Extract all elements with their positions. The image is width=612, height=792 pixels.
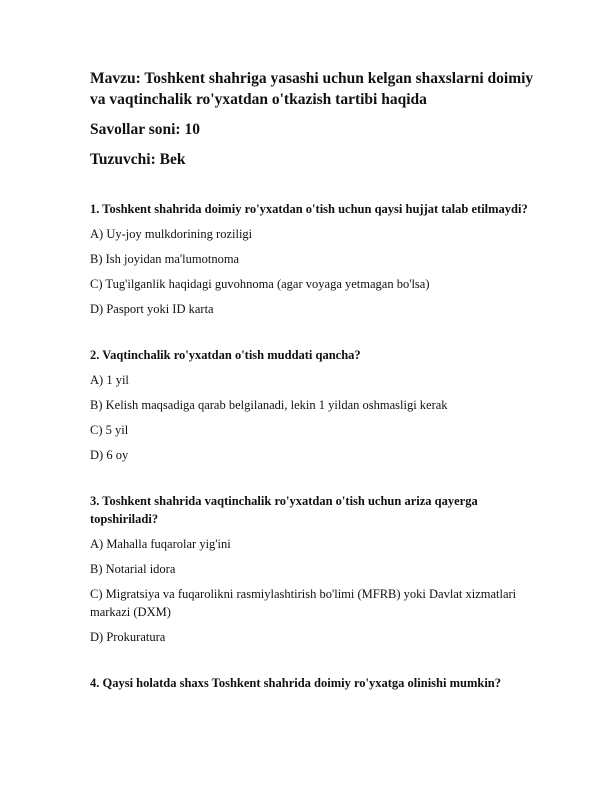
answer-option: D) Pasport yoki ID karta [90, 302, 214, 316]
question-item [90, 346, 540, 464]
answer-option: B) Kelish maqsadiga qarab belgilanadi, lekin 1 yildan oshmasligi kerak [90, 398, 448, 412]
answer-option: A) Uy-joy mulkdorining roziligi [90, 227, 253, 241]
question-list [90, 200, 540, 692]
answer-option: A) Mahalla fuqarolar yig'ini [90, 537, 231, 551]
question-title: 4. Qaysi holatda shaxs Toshkent shahrida doimiy ro'yxatga olinishi mumkin? [90, 676, 501, 690]
topic-heading: Mavzu: Toshkent shahriga yasashi uchun kelgan shaxslarni doimiy va vaqtinchalik ro'yxatdan o'tkazish tartibi haqida [90, 70, 534, 108]
answer-option: B) Notarial idora [90, 562, 176, 576]
answer-option: C) Migratsiya va fuqarolikni rasmiylashtirish bo'limi (MFRB) yoki Davlat xizmatlari markazi (DXM) [90, 587, 517, 619]
answer-option: C) 5 yil [90, 423, 129, 437]
answer-option: C) Tug'ilganlik haqidagi guvohnoma (agar voyaga yetmagan bo'lsa) [90, 277, 430, 291]
answer-option: D) 6 oy [90, 448, 129, 462]
answer-option: A) 1 yil [90, 373, 129, 387]
document-page [90, 68, 540, 699]
author-line: Tuzuvchi: Bek [90, 151, 186, 168]
question-item [90, 674, 540, 692]
answer-option: D) Prokuratura [90, 630, 166, 644]
answer-option: B) Ish joyidan ma'lumotnoma [90, 252, 240, 266]
question-count: Savollar soni: 10 [90, 121, 200, 138]
question-title: 3. Toshkent shahrida vaqtinchalik ro'yxatdan o'tish uchun ariza qayerga topshiriladi? [90, 494, 478, 526]
question-title: 2. Vaqtinchalik ro'yxatdan o'tish muddati qancha? [90, 348, 361, 362]
question-item [90, 492, 540, 646]
question-item [90, 200, 540, 318]
question-title: 1. Toshkent shahrida doimiy ro'yxatdan o'tish uchun qaysi hujjat talab etilmaydi? [90, 202, 528, 216]
